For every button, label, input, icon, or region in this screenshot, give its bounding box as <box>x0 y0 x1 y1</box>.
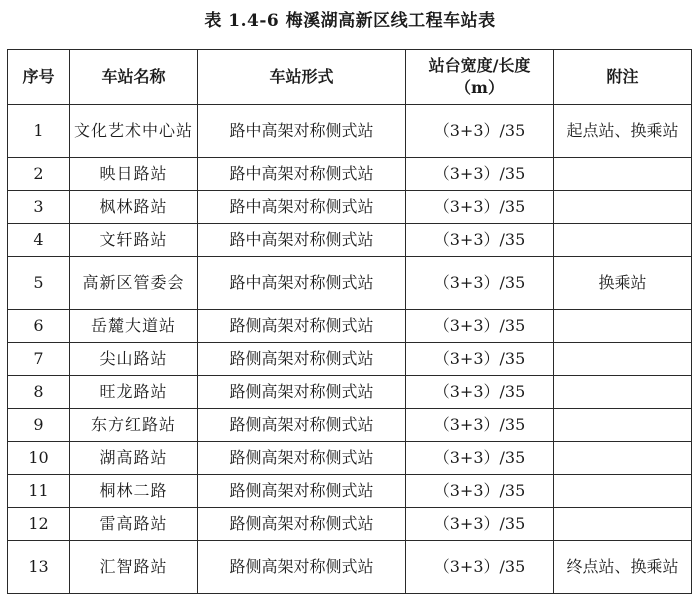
header-no: 序号 <box>8 50 70 105</box>
cell-name: 文轩路站 <box>70 224 198 257</box>
cell-form: 路侧高架对称侧式站 <box>198 376 406 409</box>
station-table <box>7 49 692 594</box>
table-row <box>8 257 692 310</box>
cell-name: 旺龙路站 <box>70 376 198 409</box>
cell-no: 11 <box>8 475 70 508</box>
cell-size: （3+3）/35 <box>406 541 554 594</box>
cell-no: 4 <box>8 224 70 257</box>
cell-form: 路中高架对称侧式站 <box>198 105 406 158</box>
cell-size: （3+3）/35 <box>406 191 554 224</box>
cell-size: （3+3）/35 <box>406 376 554 409</box>
cell-no: 6 <box>8 310 70 343</box>
cell-note: 起点站、换乘站 <box>554 105 692 158</box>
cell-no: 5 <box>8 257 70 310</box>
cell-note: 换乘站 <box>554 257 692 310</box>
table-row <box>8 191 692 224</box>
cell-note <box>554 442 692 475</box>
table-row <box>8 541 692 594</box>
cell-no: 3 <box>8 191 70 224</box>
cell-size: （3+3）/35 <box>406 409 554 442</box>
cell-form: 路侧高架对称侧式站 <box>198 343 406 376</box>
cell-no: 1 <box>8 105 70 158</box>
cell-form: 路侧高架对称侧式站 <box>198 541 406 594</box>
table-row <box>8 376 692 409</box>
cell-note <box>554 191 692 224</box>
cell-note <box>554 409 692 442</box>
cell-note <box>554 376 692 409</box>
table-row <box>8 475 692 508</box>
table-row <box>8 508 692 541</box>
cell-note <box>554 224 692 257</box>
table-row <box>8 343 692 376</box>
header-note: 附注 <box>554 50 692 105</box>
cell-size: （3+3）/35 <box>406 224 554 257</box>
cell-form: 路侧高架对称侧式站 <box>198 508 406 541</box>
table-title: 表 1.4-6 梅溪湖高新区线工程车站表 <box>204 11 496 31</box>
cell-name: 映日路站 <box>70 158 198 191</box>
cell-name: 湖高路站 <box>70 442 198 475</box>
cell-no: 9 <box>8 409 70 442</box>
cell-name: 枫林路站 <box>70 191 198 224</box>
cell-form: 路中高架对称侧式站 <box>198 224 406 257</box>
cell-form: 路中高架对称侧式站 <box>198 158 406 191</box>
header-form: 车站形式 <box>198 50 406 105</box>
cell-size: （3+3）/35 <box>406 105 554 158</box>
cell-size: （3+3）/35 <box>406 158 554 191</box>
cell-no: 2 <box>8 158 70 191</box>
cell-note <box>554 508 692 541</box>
cell-name: 文化艺术中心站 <box>70 105 198 158</box>
cell-size: （3+3）/35 <box>406 442 554 475</box>
table-row <box>8 105 692 158</box>
cell-form: 路侧高架对称侧式站 <box>198 409 406 442</box>
cell-name: 汇智路站 <box>70 541 198 594</box>
table-row <box>8 409 692 442</box>
cell-name: 高新区管委会 <box>70 257 198 310</box>
cell-no: 13 <box>8 541 70 594</box>
cell-size: （3+3）/35 <box>406 343 554 376</box>
header-name: 车站名称 <box>70 50 198 105</box>
cell-no: 8 <box>8 376 70 409</box>
header-row <box>8 50 692 105</box>
header-size-line1: 站台宽度/长度 <box>428 56 531 75</box>
cell-note <box>554 158 692 191</box>
cell-name: 尖山路站 <box>70 343 198 376</box>
cell-no: 7 <box>8 343 70 376</box>
cell-form: 路中高架对称侧式站 <box>198 191 406 224</box>
cell-note <box>554 310 692 343</box>
cell-form: 路侧高架对称侧式站 <box>198 310 406 343</box>
table-row <box>8 310 692 343</box>
cell-size: （3+3）/35 <box>406 257 554 310</box>
table-row <box>8 158 692 191</box>
cell-no: 12 <box>8 508 70 541</box>
cell-form: 路侧高架对称侧式站 <box>198 442 406 475</box>
header-size-line2: （m） <box>455 78 504 97</box>
cell-size: （3+3）/35 <box>406 475 554 508</box>
table-row <box>8 224 692 257</box>
cell-note: 终点站、换乘站 <box>554 541 692 594</box>
cell-form: 路中高架对称侧式站 <box>198 257 406 310</box>
header-size <box>406 50 554 105</box>
cell-name: 东方红路站 <box>70 409 198 442</box>
cell-name: 桐林二路 <box>70 475 198 508</box>
table-row <box>8 442 692 475</box>
cell-no: 10 <box>8 442 70 475</box>
cell-size: （3+3）/35 <box>406 310 554 343</box>
cell-name: 雷高路站 <box>70 508 198 541</box>
cell-note <box>554 475 692 508</box>
cell-note <box>554 343 692 376</box>
cell-form: 路侧高架对称侧式站 <box>198 475 406 508</box>
cell-name: 岳麓大道站 <box>70 310 198 343</box>
cell-size: （3+3）/35 <box>406 508 554 541</box>
